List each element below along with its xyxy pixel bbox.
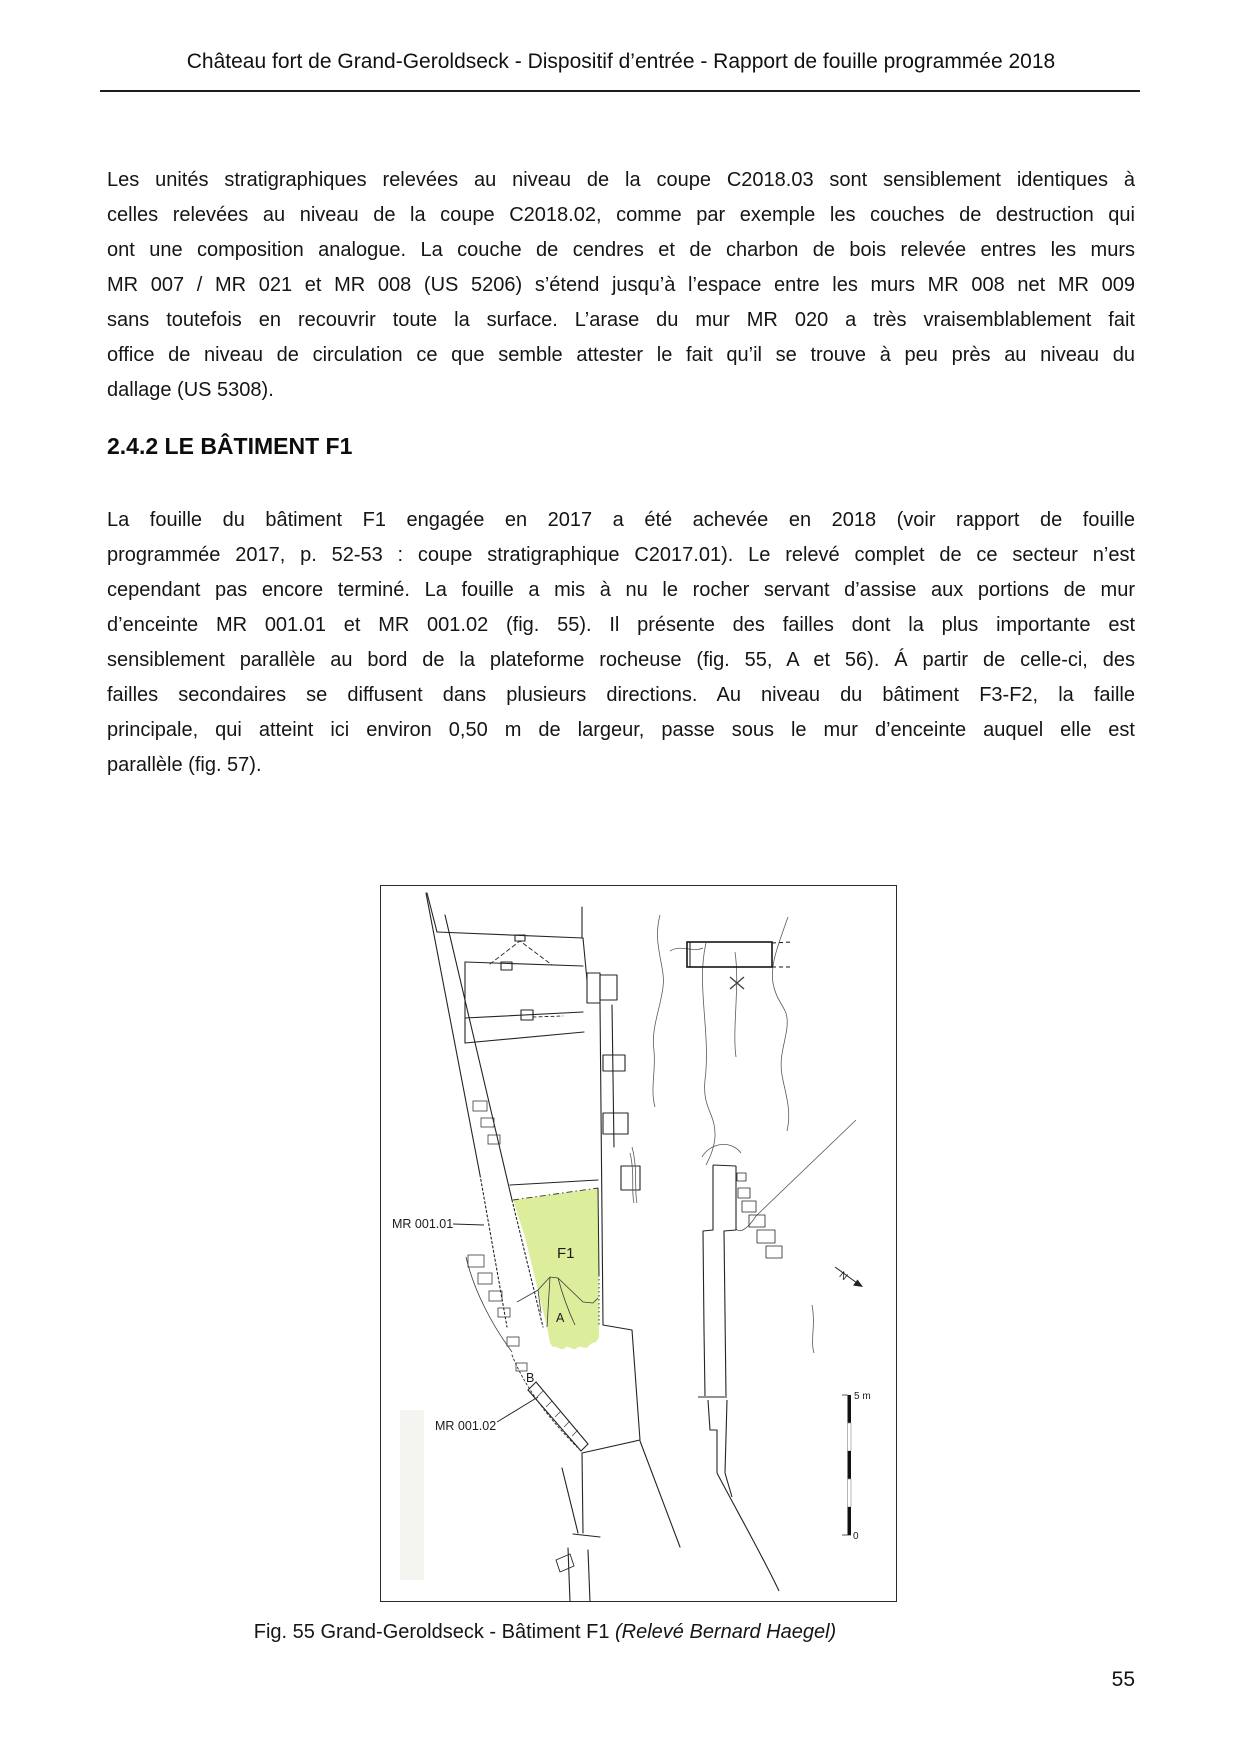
paragraph-line: dallage (US 5308). xyxy=(107,379,274,401)
paragraph-line: principale, qui atteint ici environ 0,50 m de largeur, passe sous le mur d’enceinte auquel elle est xyxy=(107,719,1135,741)
label-mr001-01: MR 001.01 xyxy=(392,1217,454,1231)
label-mr001-02: MR 001.02 xyxy=(435,1419,497,1433)
paragraph-line: office de niveau de circulation ce que semble attester le fait qu’il se trouve à peu près au niveau du xyxy=(107,344,1135,366)
paragraph-line: cependant pas encore terminé. La fouille a mis à nu le rocher servant d’assise aux portions de mur xyxy=(107,579,1135,601)
north-label: N xyxy=(836,1269,850,1283)
paragraph-line: Les unités stratigraphiques relevées au niveau de la coupe C2018.03 sont sensiblement identiques à xyxy=(107,169,1135,191)
paragraph-line: ont une composition analogue. La couche de cendres et de charbon de bois relevée entres les murs xyxy=(107,239,1135,261)
scan-artifact xyxy=(400,1410,424,1580)
paragraph-line: sensiblement parallèle au bord de la plateforme rocheuse (fig. 55, A et 56). Á partir de celle-ci, des xyxy=(107,649,1135,671)
header-rule xyxy=(100,90,1140,92)
label-f1: F1 xyxy=(557,1245,575,1262)
paragraph-line: programmée 2017, p. 52-53 : coupe stratigraphique C2017.01). Le relevé complet de ce secteur n’est xyxy=(107,544,1135,566)
figure-plan xyxy=(380,885,897,1602)
archaeological-plan-drawing xyxy=(380,885,897,1602)
caption-text: Fig. 55 Grand-Geroldseck - Bâtiment F1 xyxy=(253,1621,615,1643)
page-number: 55 xyxy=(1111,1668,1135,1691)
caption-credit: (Relevé Bernard Haegel) xyxy=(615,1621,837,1643)
paragraph-line: celles relevées au niveau de la coupe C2018.02, comme par exemple les couches de destruction qui xyxy=(107,204,1135,226)
label-b: B xyxy=(526,1371,535,1385)
figure-border xyxy=(381,886,897,1602)
paragraph-line: MR 007 / MR 021 et MR 008 (US 5206) s’étend jusqu’à l’espace entre les murs MR 008 net MR 009 xyxy=(107,274,1135,296)
paragraph-line: La fouille du bâtiment F1 engagée en 2017 a été achevée en 2018 (voir rapport de fouille xyxy=(107,509,1135,531)
paragraph-2 xyxy=(107,503,1135,783)
paragraph-line: d’enceinte MR 001.01 et MR 001.02 (fig. 55). Il présente des failles dont la plus importante est xyxy=(107,614,1135,636)
label-a: A xyxy=(556,1311,565,1325)
paragraph-line: parallèle (fig. 57). xyxy=(107,754,262,776)
scale-max-label: 5 m xyxy=(854,1391,871,1402)
figure-caption xyxy=(0,1621,1090,1644)
page-header: Château fort de Grand-Geroldseck - Dispositif d’entrée - Rapport de fouille programmée 2018 xyxy=(186,50,1056,73)
scale-zero-label: 0 xyxy=(853,1531,859,1542)
paragraph-line: sans toutefois en recouvrir toute la surface. L’arase du mur MR 020 a très vraisemblablement fait xyxy=(107,309,1135,331)
paragraph-1 xyxy=(107,163,1135,408)
paragraph-line: failles secondaires se diffusent dans plusieurs directions. Au niveau du bâtiment F3-F2, la faille xyxy=(107,684,1135,706)
section-heading: 2.4.2 LE BÂTIMENT F1 xyxy=(107,433,353,459)
